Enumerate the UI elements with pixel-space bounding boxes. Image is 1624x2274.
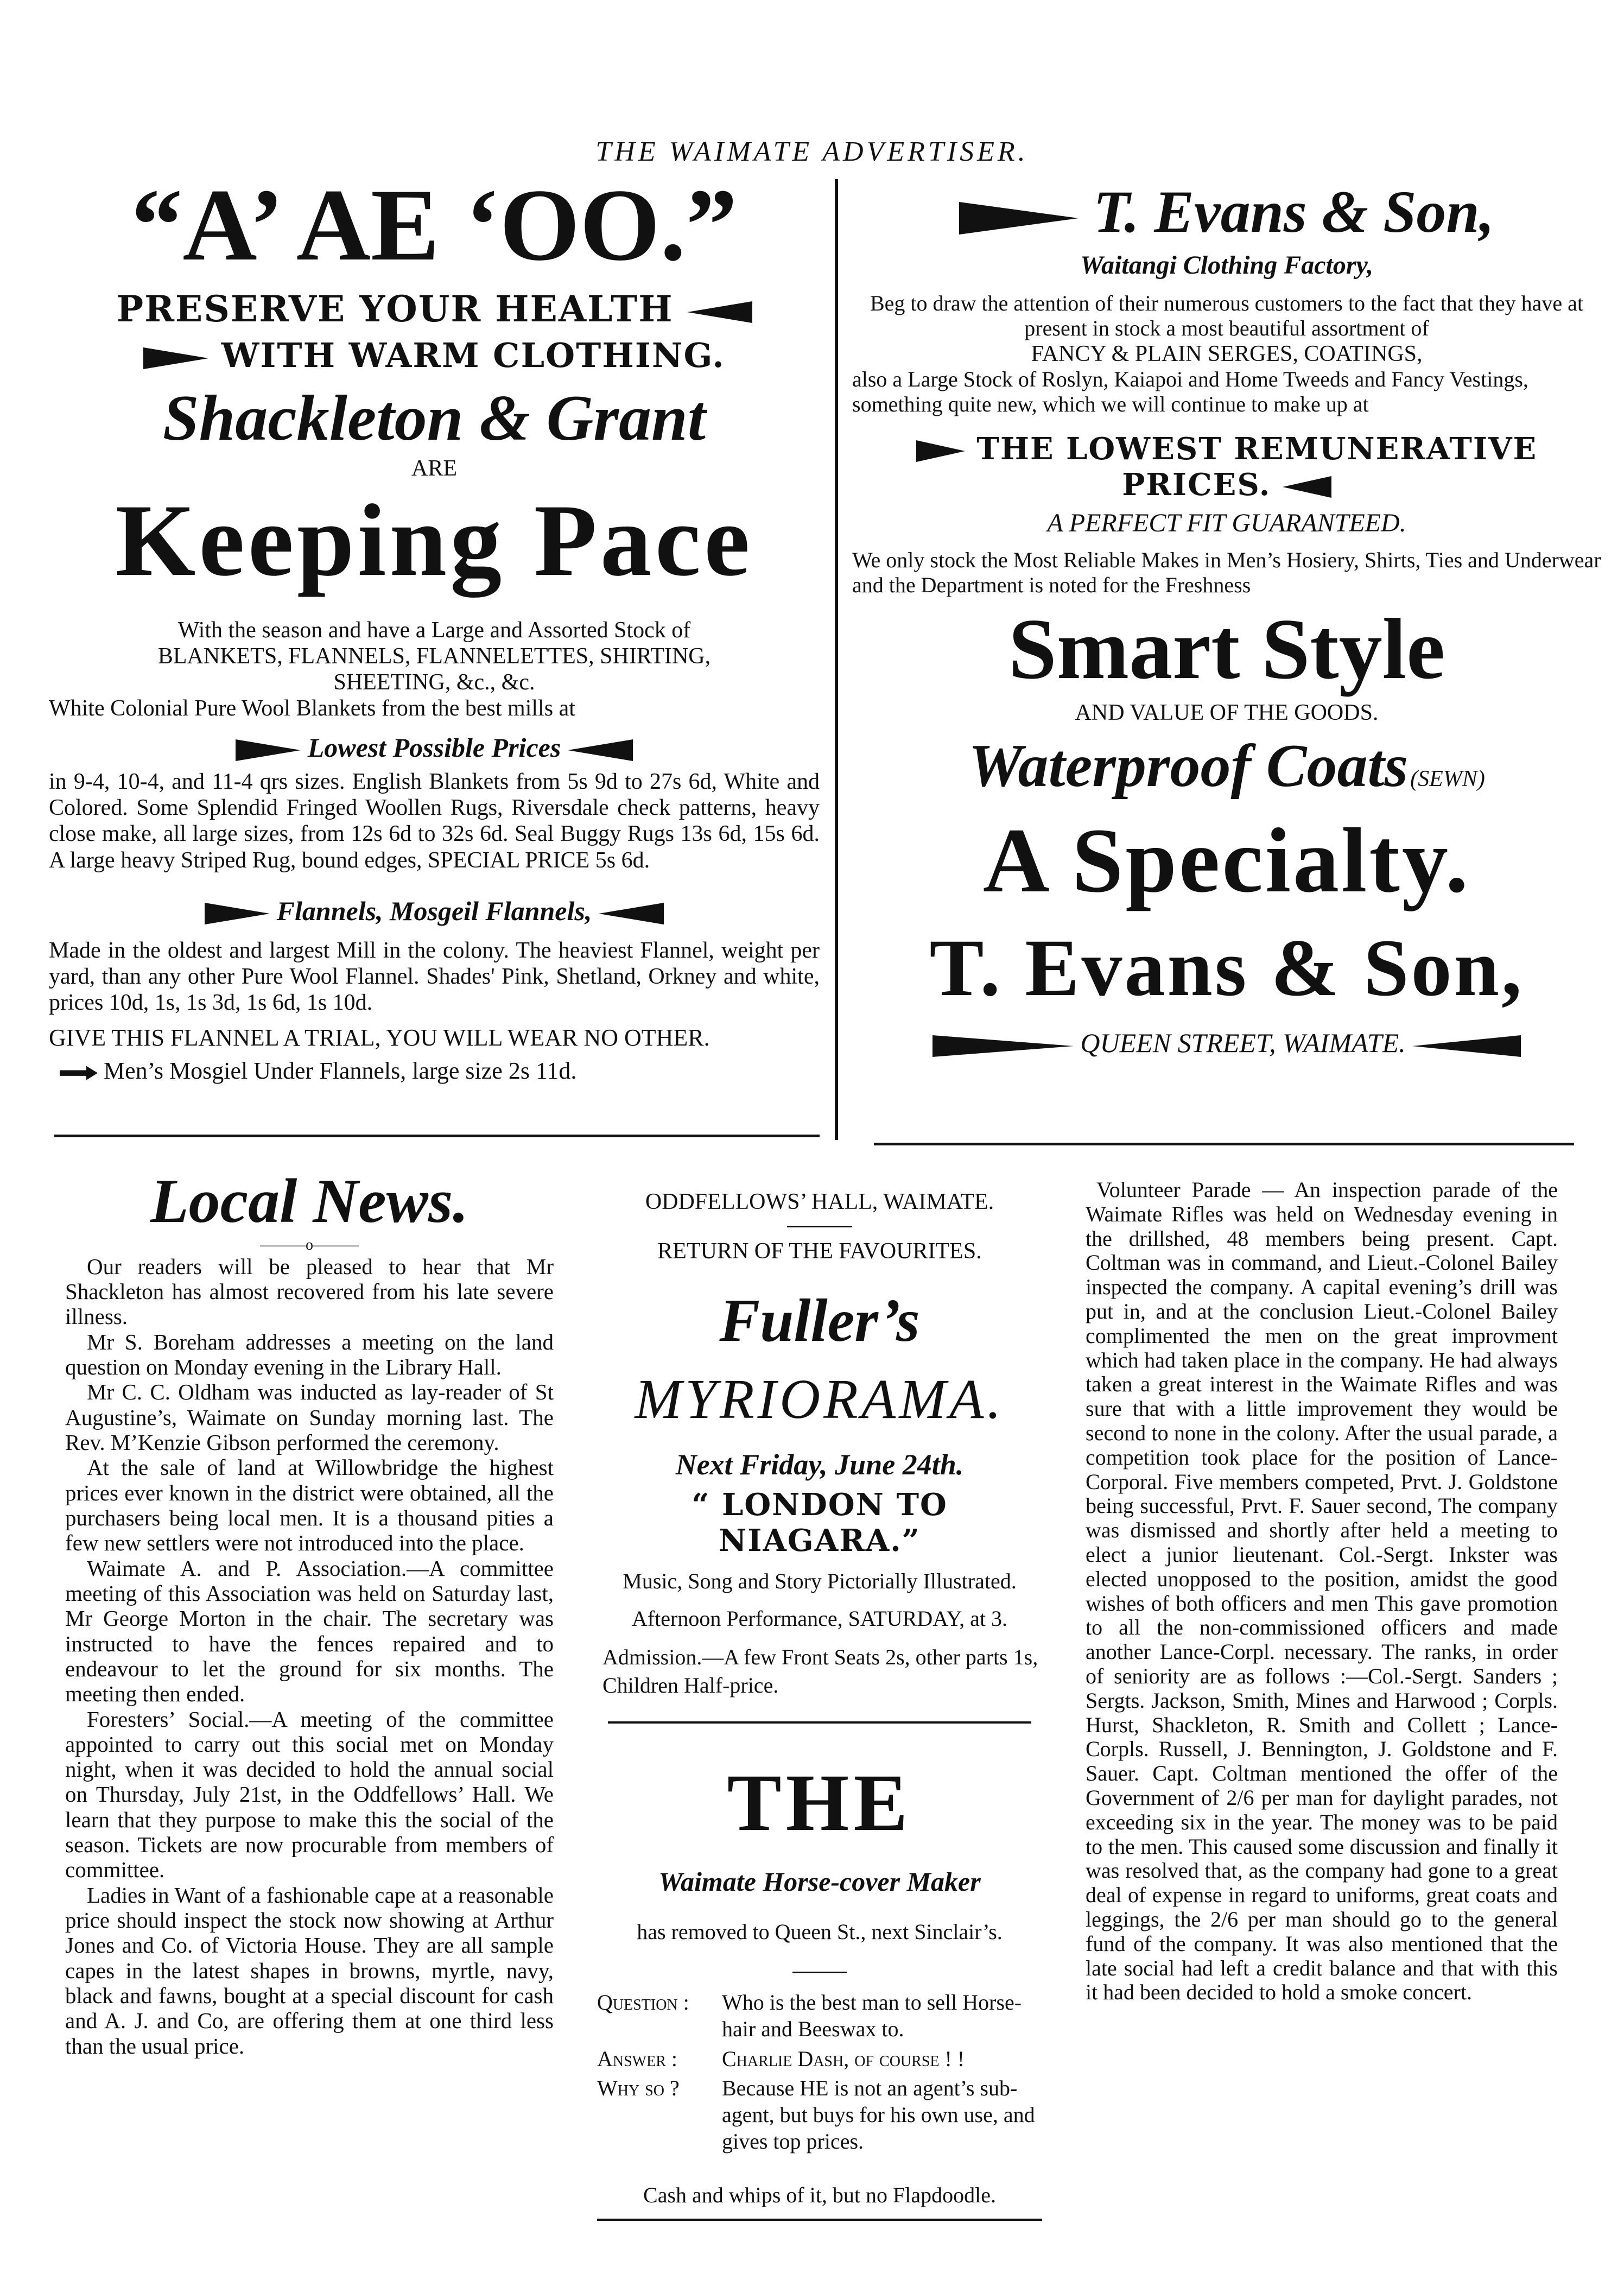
sewn-text: (SEWN) [1410,767,1485,791]
shackleton-advert [49,168,820,1085]
answer-row [597,2046,1053,2073]
why-text: Because HE is not an agent’s sub-agent, but buys for his own use, and gives top prices. [722,2076,1035,2153]
arrow-icon [205,903,270,924]
pointing-hand-icon [60,1066,98,1080]
arrow-icon [568,739,633,761]
under-flannel-text: Men’s Mosgiel Under Flannels, large size 2s 11d. [104,1057,577,1084]
question-text: Who is the best man to sell Horse-hair and Beeswax to. [722,1990,1022,2041]
prices-text: in 9-4, 10-4, and 11-4 qrs sizes. English Blankets from 5s 9d to 27s 6d, White and Colored. Some Splendid Fringed Woollen Rugs, Riversdale check patterns, heavy close make, all large sizes, from 12s 6d to 32s 6d. Seal Buggy Rugs 13s 6d, 15s 6d. A large heavy Striped Rug, bound edges, SPECIAL PRICE 5s 6d. [49,769,820,873]
smart-style-text: Smart Style [1008,600,1445,697]
fullers-text: Fuller’s [719,1287,920,1354]
evans-intro: Beg to draw the attention of their numerous customers to the fact that they have at present in stock a most beautiful assortment of [870,291,1584,340]
ad-intro: With the season and have a Large and Assorted Stock of BLANKETS, FLANNELS, FLANNELETTES, SHIRTING, SHEETING, &c., &c. [157,617,711,695]
london-text: “ LONDON TO NIAGARA.” [692,1487,948,1559]
arrow-icon [932,1035,1074,1057]
waterproof-text: Waterproof Coats [968,732,1409,800]
trial-text: GIVE THIS FLANNEL A TRIAL, YOU WILL WEAR NO OTHER. [49,1024,710,1051]
short-rule [787,1226,852,1227]
middle-column [586,1189,1053,2232]
flannels-heading-text: Flannels, Mosgeil Flannels, [276,895,592,926]
remunerative-text: THE LOWEST REMUNERATIVE PRICES. [976,431,1538,503]
date-text: Next Friday, June 24th. [675,1448,964,1481]
local-news-divider: ———o——— [260,1236,359,1253]
the-text: THE [727,1758,912,1848]
news-paragraph: Our readers will be pleased to hear that Mr Shackleton has almost recovered from his late severe illness. [65,1253,554,1329]
section-rule-right [874,1143,1574,1145]
flannels-heading [49,895,820,927]
arrow-icon [1283,476,1331,498]
news-paragraph: Waimate A. and P. Association.—A committee meeting of this Association was held on Saturday last, Mr George Morton in the chair. The secretary was instructed to have the fences repaired and to endeavour to let the ground for six months. The meeting then ended. [65,1555,554,1707]
section-rule-left [54,1135,820,1137]
firm-name: Shackleton & Grant [162,382,706,454]
are-text: ARE [411,456,457,481]
preserve-health-text: PRESERVE YOUR HEALTH [116,288,674,330]
address-text: QUEEN STREET, WAIMATE. [1080,1028,1406,1058]
ad-line-warm [49,335,820,375]
return-text: RETURN OF THE FAVOURITES. [657,1239,982,1264]
evans-firm-big: T. Evans & Son, [929,922,1524,1013]
ad-headline: “A’ AE ‘OO.” [131,168,738,282]
waterproof-line [852,731,1601,801]
prices-heading-text: Lowest Possible Prices [307,732,561,763]
address-line [852,1027,1601,1059]
short-rule [792,1972,847,1973]
local-news-column [65,1167,554,2058]
arrow-icon [236,739,301,761]
column-divider [835,179,838,1140]
why-label: Why so ? [597,2076,680,2101]
news-paragraph: Ladies in Want of a fashionable cape at a reasonable price should inspect the stock now showing at Arthur Jones and Co. of Victoria House. They are all sample capes in the latest shapes in browns, myrtle, navy, black and fawns, bought at a special discount for cash and A. J. and Co, are offering them at one third less than the usual price. [65,1882,554,2058]
keeping-pace-text: Keeping Pace [115,484,753,598]
answer-label: Answer : [597,2046,677,2071]
middle-rule [608,1721,1031,1724]
question-row [597,1990,1053,2043]
bottom-rule [597,2219,1042,2221]
serges-line: FANCY & PLAIN SERGES, COATINGS, [1031,341,1423,366]
news-paragraph: Mr C. C. Oldham was inducted as lay-reader of St Augustine’s, Waimate on Sunday morning last. The Rev. M’Kenzie Gibson performed the ceremony. [65,1379,554,1455]
answer-text: Charlie Dash, of course ! ! [722,2046,965,2071]
prices-heading [49,732,820,763]
question-label: Question : [597,1990,689,2015]
ad-intro2: White Colonial Pure Wool Blankets from the best mills at [49,696,575,721]
arrow-icon [687,301,752,323]
removed-text: has removed to Queen St., next Sinclair’s. [637,1920,1003,1944]
arrow-icon [959,202,1079,235]
evans-firm-name: T. Evans & Son, [1093,179,1495,245]
admission-text: Admission.—A few Front Seats 2s, other parts 1s, Children Half-price. [602,1645,1038,1697]
arrow-icon [599,903,664,924]
arrow-icon [916,440,965,462]
news-paragraph: Mr S. Boreham addresses a meeting on the land question on Monday evening in the Library Hall. [65,1329,554,1379]
factory-line: Waitangi Clothing Factory, [1080,251,1374,280]
news-paragraph: Foresters’ Social.—A meeting of the committee appointed to carry out this social met on Monday night, when it was decided to hold the annual social on Thursday, July 21st, in the Oddfellows’ Hall. We learn that they purpose to make this the social of the season. Tickets are now procurable from members of committee. [65,1706,554,1883]
music-text: Music, Song and Story Pictorially Illustrated. [623,1569,1017,1593]
volunteer-paragraph: Volunteer Parade — An inspection parade of the Waimate Rifles was held on Wednesday evening in the drillshed, 48 members being present. Capt. Coltman was in command, and Lieut.-Colonel Bailey inspected the company. A capital evening’s drill was put in, and at the conclusion Lieut.-Colonel Bailey complimented the men on the great improvment which had taken place in the company. He had always taken a great interest in the Waimate Rifles and was sure that with a little improvement they would be second to none in the colony. After the usual parade, a competition took place for the position of Lance-Corporal. Five members competed, Prvt. J. Goldstone being successful, Prvt. F. Sauer second, The company was dismissed and shortly after held a meeting to elect a junior lieutenant. Col.-Sergt. Inkster was elected unopposed to the position, amidst the good wishes of both officers and men This gave promotion to all the non-commissioned officers and made another Lance-Corpl. necessary. The ranks, in order of seniority are as follows :—Col.-Sergt. Sanders ; Sergts. Jackson, Smith, Mines and Harwood ; Corpls. Hurst, Shackleton, R. Smith and Collett ; Lance-Corpls. Russell, J. Bennington, J. Goldstone and F. Sauer. Capt. Coltman mentioned the offer of the Government of 2/6 per man for daylight parades, not exceeding six in the year. The money was to be paid to the men. This caused some discussion and finally it was resolved that, as the company had gone to a great deal of expense in regard to uniforms, great coats and leggings, the 2/6 per man should go to the general fund of the company. It was also mentioned that the late social had left a credit balance and that with this it had been decided to hold a smoke concert. [1086,1177,1558,2005]
ad-line-health [49,288,820,330]
arrow-icon [1412,1035,1521,1057]
evans-heading [852,179,1601,245]
evans-advert [852,179,1601,1059]
remunerative-line [852,431,1601,503]
stock-text: We only stock the Most Reliable Makes in Men’s Hosiery, Shirts, Ties and Underwear and the Department is noted for the Freshness [852,548,1601,597]
specialty-text: A Specialty. [982,809,1471,911]
warm-clothing-text: WITH WARM CLOTHING. [221,335,725,375]
value-text: AND VALUE OF THE GOODS. [1075,700,1379,725]
maker-text: Waimate Horse-cover Maker [658,1866,981,1897]
hall-text: ODDFELLOWS’ HALL, WAIMATE. [645,1189,994,1214]
arrow-icon [143,347,208,369]
flannels-text: Made in the oldest and largest Mill in the colony. The heaviest Flannel, weight per yard, than any other Pure Wool Flannel. Shades' Pink, Shetland, Orkney and white, prices 10d, 1s, 1s 3d, 1s 6d, 1s 10d. [49,938,820,1016]
local-news-title: Local News. [150,1167,469,1236]
under-flannel-line [49,1057,820,1085]
perfect-fit-text: A PERFECT FIT GUARANTEED. [1047,509,1406,537]
myriorama-text: MYRIORAMA. [635,1368,1005,1430]
news-paragraph: At the sale of land at Willowbridge the highest prices ever known in the district were obtained, all the purchasers being local men. It is a thousand pities a few new settlers were not introduced into the place. [65,1455,554,1556]
local-news-body [65,1254,554,2059]
afternoon-text: Afternoon Performance, SATURDAY, at 3. [631,1606,1008,1631]
why-row [597,2075,1053,2155]
qa-block [586,1990,1053,2155]
cash-text: Cash and whips of it, but no Flapdoodle. [643,2182,996,2207]
newspaper-header: THE WAIMATE ADVERTISER. [595,136,1029,167]
evans-intro2: also a Large Stock of Roslyn, Kaiapoi and Home Tweeds and Fancy Vestings, something quite new, which we will continue to make up at [852,367,1528,416]
volunteer-column [1086,1178,1558,2005]
